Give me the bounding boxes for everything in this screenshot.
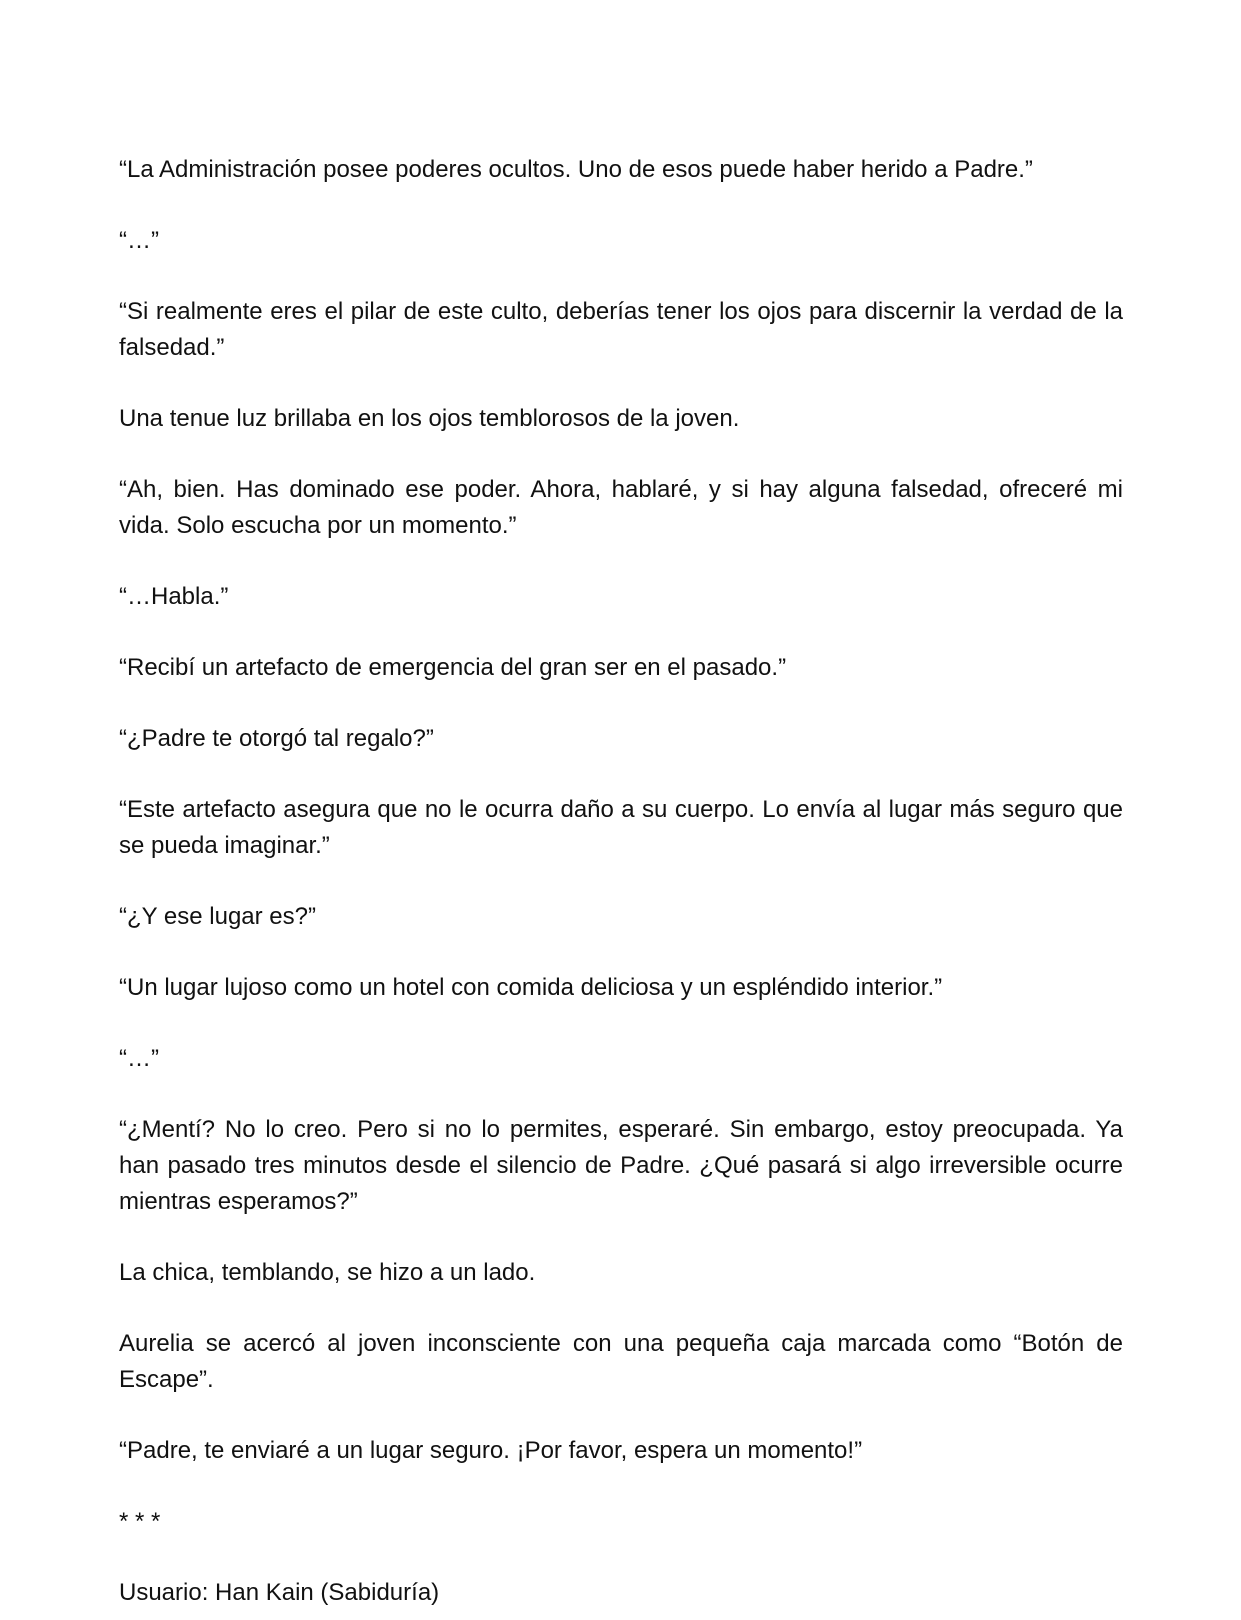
paragraph: Una tenue luz brillaba en los ojos temblorosos de la joven. [119,405,740,432]
paragraph: “Este artefacto asegura que no le ocurra daño a su cuerpo. Lo envía al lugar más seguro que se pueda imaginar.” [119,796,1123,859]
paragraph: “…” [119,227,159,254]
paragraph: “Recibí un artefacto de emergencia del gran ser en el pasado.” [119,654,787,681]
paragraph: “¿Padre te otorgó tal regalo?” [119,725,434,752]
paragraph: La chica, temblando, se hizo a un lado. [119,1259,536,1286]
paragraph: “¿Mentí? No lo creo. Pero si no lo permites, esperaré. Sin embargo, estoy preocupada. Ya han pasado tres minutos desde el silencio de Padre. ¿Qué pasará si algo irreversible ocurre mientras esperamos?” [119,1116,1123,1215]
paragraph: “…” [119,1045,159,1072]
user-credit: Usuario: Han Kain (Sabiduría) [119,1579,440,1606]
paragraph: “¿Y ese lugar es?” [119,903,316,930]
paragraph: “Padre, te enviaré a un lugar seguro. ¡Por favor, espera un momento!” [119,1437,863,1464]
paragraph: “Ah, bien. Has dominado ese poder. Ahora, hablaré, y si hay alguna falsedad, ofreceré mi vida. Solo escucha por un momento.” [119,476,1123,539]
section-break: * * * [119,1508,161,1535]
paragraph: “…Habla.” [119,583,229,610]
paragraph: Aurelia se acercó al joven inconsciente con una pequeña caja marcada como “Botón de Escape”. [119,1330,1123,1393]
paragraph: “Un lugar lujoso como un hotel con comida deliciosa y un espléndido interior.” [119,974,943,1001]
paragraph: “Si realmente eres el pilar de este culto, deberías tener los ojos para discernir la verdad de la falsedad.” [119,298,1123,361]
document-body [119,152,1123,1611]
paragraph: “La Administración posee poderes ocultos. Uno de esos puede haber herido a Padre.” [119,156,1033,183]
